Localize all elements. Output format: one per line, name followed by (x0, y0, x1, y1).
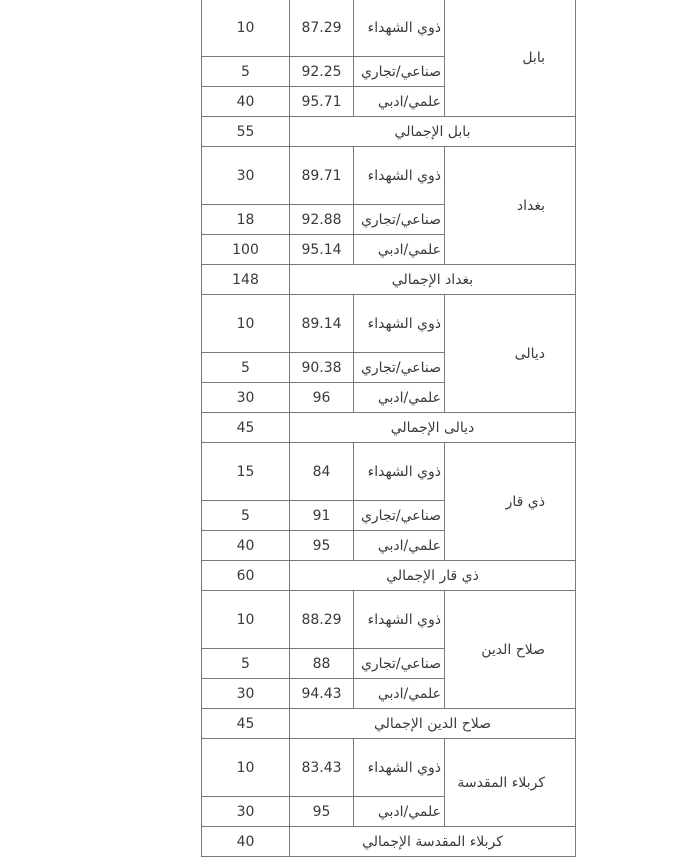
governorate-cell: ديالى (445, 295, 576, 413)
branch-type-cell: ذوي الشهداء (354, 739, 445, 797)
student-count-cell: 30 (202, 147, 290, 205)
governorate-cell: كربلاء المقدسة (445, 739, 576, 827)
table-row (202, 0, 576, 57)
student-count-cell: 40 (202, 87, 290, 117)
total-count-cell: 45 (202, 413, 290, 443)
total-label-cell: كربلاء المقدسة الإجمالي (290, 827, 576, 857)
average-cell: 95.14 (290, 235, 354, 265)
student-count-cell: 5 (202, 353, 290, 383)
branch-type-cell: علمي/ادبي (354, 87, 445, 117)
student-count-cell: 5 (202, 501, 290, 531)
student-count-cell: 18 (202, 205, 290, 235)
branch-type-cell: صناعي/تجاري (354, 353, 445, 383)
student-count-cell: 10 (202, 295, 290, 353)
total-label-cell: صلاح الدين الإجمالي (290, 709, 576, 739)
total-row (202, 117, 576, 147)
student-count-cell: 40 (202, 531, 290, 561)
average-cell: 83.43 (290, 739, 354, 797)
average-cell: 92.25 (290, 57, 354, 87)
branch-type-cell: ذوي الشهداء (354, 443, 445, 501)
governorate-cell: صلاح الدين (445, 591, 576, 709)
average-cell: 94.43 (290, 679, 354, 709)
table-row (202, 295, 576, 353)
average-cell: 95 (290, 797, 354, 827)
student-count-cell: 30 (202, 797, 290, 827)
total-label-cell: ديالى الإجمالي (290, 413, 576, 443)
total-count-cell: 148 (202, 265, 290, 295)
average-cell: 95 (290, 531, 354, 561)
average-cell: 96 (290, 383, 354, 413)
average-cell: 91 (290, 501, 354, 531)
total-row (202, 827, 576, 857)
total-count-cell: 40 (202, 827, 290, 857)
student-count-cell: 100 (202, 235, 290, 265)
average-cell: 84 (290, 443, 354, 501)
branch-type-cell: علمي/ادبي (354, 797, 445, 827)
student-count-cell: 5 (202, 57, 290, 87)
branch-type-cell: صناعي/تجاري (354, 205, 445, 235)
governorate-cell: ذي قار (445, 443, 576, 561)
branch-type-cell: ذوي الشهداء (354, 591, 445, 649)
branch-type-cell: ذوي الشهداء (354, 295, 445, 353)
branch-type-cell: صناعي/تجاري (354, 57, 445, 87)
student-count-cell: 5 (202, 649, 290, 679)
total-label-cell: بغداد الإجمالي (290, 265, 576, 295)
branch-type-cell: علمي/ادبي (354, 679, 445, 709)
student-count-cell: 10 (202, 591, 290, 649)
branch-type-cell: علمي/ادبي (354, 383, 445, 413)
governorate-cell: بابل (445, 0, 576, 117)
table-row (202, 443, 576, 501)
table-row (202, 591, 576, 649)
average-cell: 95.71 (290, 87, 354, 117)
average-cell: 87.29 (290, 0, 354, 57)
total-count-cell: 55 (202, 117, 290, 147)
branch-type-cell: علمي/ادبي (354, 235, 445, 265)
total-row (202, 265, 576, 295)
admissions-table (201, 0, 576, 857)
average-cell: 88.29 (290, 591, 354, 649)
table-row (202, 739, 576, 797)
student-count-cell: 30 (202, 383, 290, 413)
average-cell: 88 (290, 649, 354, 679)
table-row (202, 147, 576, 205)
student-count-cell: 10 (202, 739, 290, 797)
branch-type-cell: ذوي الشهداء (354, 0, 445, 57)
governorate-cell: بغداد (445, 147, 576, 265)
total-label-cell: ذي قار الإجمالي (290, 561, 576, 591)
average-cell: 92.88 (290, 205, 354, 235)
total-row (202, 561, 576, 591)
average-cell: 89.14 (290, 295, 354, 353)
branch-type-cell: صناعي/تجاري (354, 501, 445, 531)
branch-type-cell: ذوي الشهداء (354, 147, 445, 205)
total-count-cell: 45 (202, 709, 290, 739)
branch-type-cell: صناعي/تجاري (354, 649, 445, 679)
average-cell: 90.38 (290, 353, 354, 383)
average-cell: 89.71 (290, 147, 354, 205)
total-row (202, 413, 576, 443)
total-label-cell: بابل الإجمالي (290, 117, 576, 147)
total-count-cell: 60 (202, 561, 290, 591)
student-count-cell: 15 (202, 443, 290, 501)
student-count-cell: 10 (202, 0, 290, 57)
total-row (202, 709, 576, 739)
branch-type-cell: علمي/ادبي (354, 531, 445, 561)
student-count-cell: 30 (202, 679, 290, 709)
